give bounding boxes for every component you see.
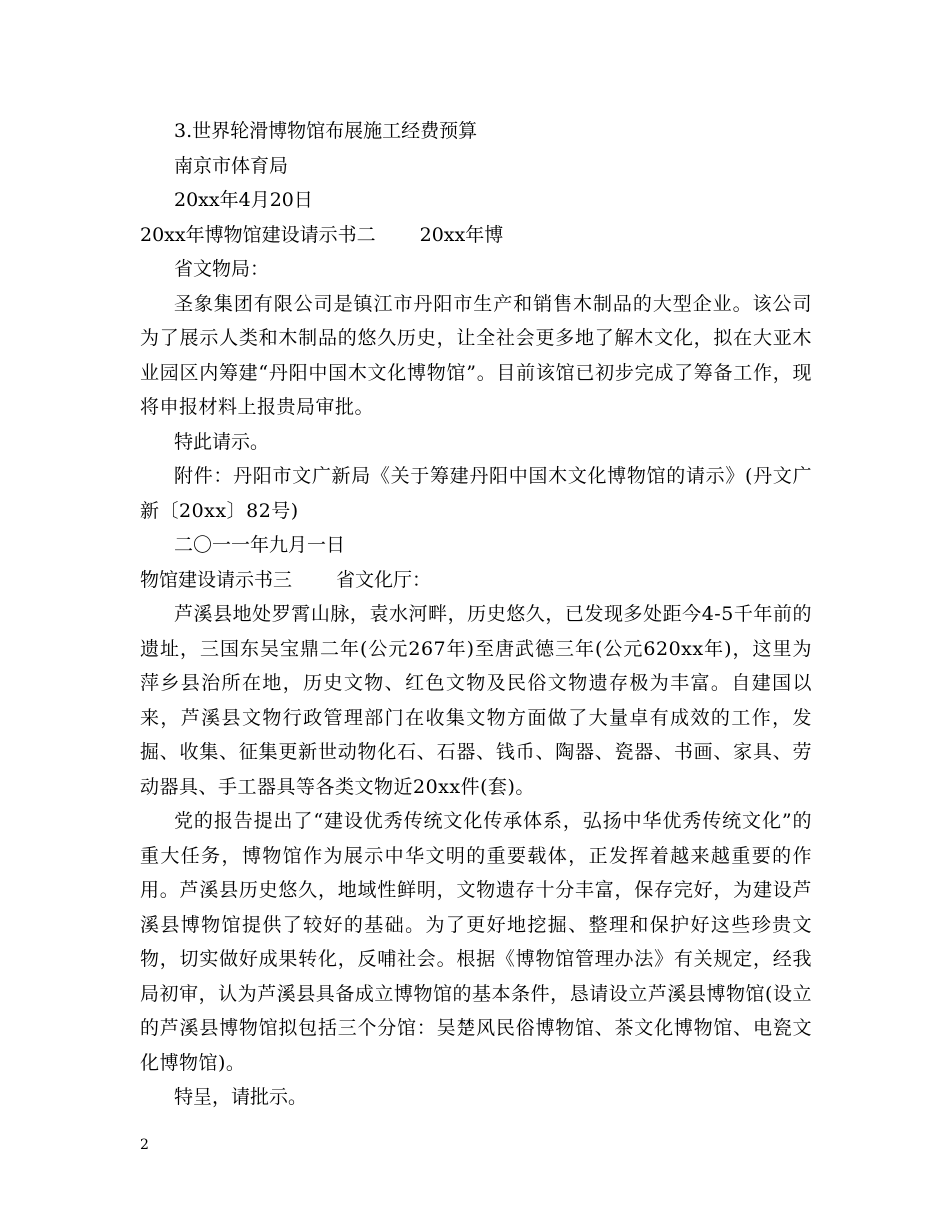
paragraph-3b: 党的报告提出了“建设优秀传统文化传承体系，弘扬中华优秀传统文化”的重大任务，博物馆作为展示中华文明的重要载体，正发挥着越来越重要的作用。芦溪县历史悠久，地域性鲜明，文物遗存十分丰富，保存完好，为建设芦溪县博物馆提供了较好的基础。为了更好地挖掘、整理和保护好这些珍贵文物，切实做好成果转化，反哺社会。根据《博物馆管理办法》有关规定，经我局初审，认为芦溪县具备成立博物馆的基本条件，恳请设立芦溪县博物馆(设立的芦溪县博物馆拟包括三个分馆：吴楚风民俗博物馆、茶文化博物馆、电瓷文化博物馆)。	[140, 810, 812, 1074]
section-title-2-main: 20xx年博物馆建设请示书二	[140, 223, 376, 246]
attachment-item-3: 3.世界轮滑博物馆布展施工经费预算	[174, 120, 478, 142]
sender-signature: 南京市体育局	[174, 154, 289, 177]
recipient-3: 省文化厅：	[336, 568, 432, 591]
recipient-2: 省文物局：	[174, 258, 270, 280]
section-title-3-main: 物馆建设请示书三	[140, 568, 293, 591]
date-2: 二〇一一年九月一日	[174, 534, 346, 556]
document-body	[140, 114, 812, 1115]
page-number: 2	[140, 1137, 149, 1153]
section-title-2	[140, 218, 812, 253]
closing-3: 特呈，请批示。	[174, 1086, 308, 1108]
attachment-2: 附件：丹阳市文广新局《关于筹建丹阳中国木文化博物馆的请示》(丹文广新〔20xx〕82号)	[140, 465, 812, 522]
section-title-3	[140, 563, 812, 598]
paragraph-3a: 芦溪县地处罗霄山脉，袁水河畔，历史悠久，已发现多处距今4-5千年前的遗址，三国东吴宝鼎二年(公元267年)至唐武德三年(公元620xx年)，这里为萍乡县治所在地，历史文物、红色文物及民俗文物遗存极为丰富。自建国以来，芦溪县文物行政管理部门在收集文物方面做了大量卓有成效的工作，发掘、收集、征集更新世动物化石、石器、钱币、陶器、瓷器、书画、家具、劳动器具、手工器具等各类文物近20xx件(套)。	[140, 603, 812, 798]
closing-2: 特此请示。	[174, 430, 270, 453]
paragraph-2: 圣象集团有限公司是镇江市丹阳市生产和销售木制品的大型企业。该公司为了展示人类和木制品的悠久历史，让全社会更多地了解木文化，拟在大亚木业园区内筹建“丹阳中国木文化博物馆”。目前该馆已初步完成了筹备工作，现将申报材料上报贵局审批。	[140, 292, 812, 418]
sign-date: 20xx年4月20日	[174, 189, 313, 211]
section-title-2-extra: 20xx年博	[419, 223, 504, 246]
